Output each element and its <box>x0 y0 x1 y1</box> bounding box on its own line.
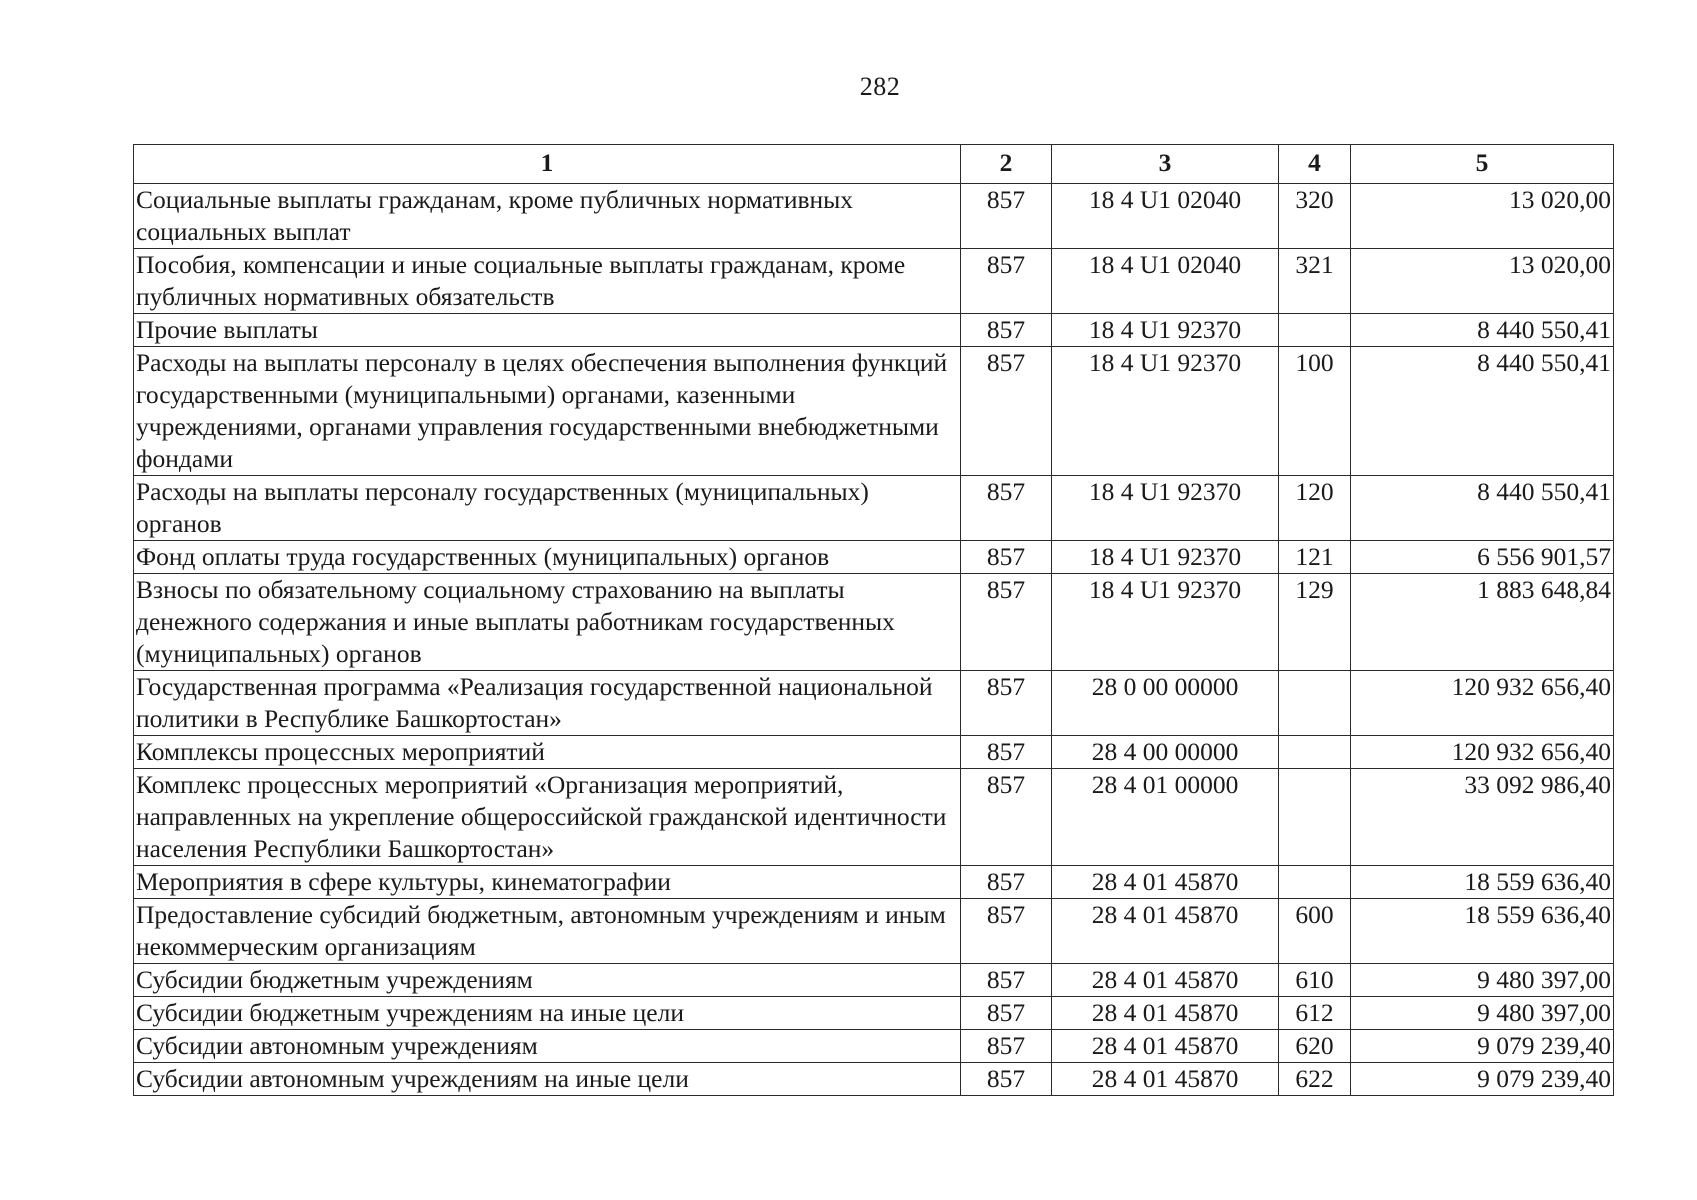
row-csr-cell: 28 4 00 00000 <box>1052 736 1279 769</box>
table-row <box>134 899 1614 964</box>
row-name-cell: Субсидии автономным учреждениям на иные цели <box>134 1063 961 1096</box>
column-header-csr: 3 <box>1052 145 1279 184</box>
row-sum-cell: 8 440 550,41 <box>1351 476 1614 541</box>
row-name-cell: Комплекс процессных мероприятий «Организация мероприятий, направленных на укрепление общероссийской гражданской идентичности населения Республики Башкортостан» <box>134 769 961 866</box>
row-csr-cell: 28 4 01 45870 <box>1052 899 1279 964</box>
row-code-cell: 857 <box>961 1063 1052 1096</box>
row-vr-cell <box>1279 866 1351 899</box>
table-row <box>134 997 1614 1030</box>
row-sum-cell: 120 932 656,40 <box>1351 736 1614 769</box>
row-vr-cell: 100 <box>1279 347 1351 476</box>
row-sum-cell: 6 556 901,57 <box>1351 541 1614 574</box>
table-body <box>134 184 1614 1096</box>
row-csr-cell: 18 4 U1 02040 <box>1052 184 1279 249</box>
table-row <box>134 184 1614 249</box>
row-name-cell: Государственная программа «Реализация государственной национальной политики в Республике Башкортостан» <box>134 671 961 736</box>
table-row <box>134 736 1614 769</box>
row-code-cell: 857 <box>961 671 1052 736</box>
row-vr-cell: 121 <box>1279 541 1351 574</box>
row-csr-cell: 18 4 U1 92370 <box>1052 476 1279 541</box>
table-row <box>134 1030 1614 1063</box>
table-row <box>134 671 1614 736</box>
row-name-cell: Мероприятия в сфере культуры, кинематографии <box>134 866 961 899</box>
row-vr-cell: 600 <box>1279 899 1351 964</box>
row-code-cell: 857 <box>961 541 1052 574</box>
row-code-cell: 857 <box>961 249 1052 314</box>
row-vr-cell <box>1279 671 1351 736</box>
row-code-cell: 857 <box>961 347 1052 476</box>
row-vr-cell <box>1279 736 1351 769</box>
row-csr-cell: 28 0 00 00000 <box>1052 671 1279 736</box>
table-row <box>134 1063 1614 1096</box>
row-name-cell: Субсидии бюджетным учреждениям <box>134 964 961 997</box>
column-header-sum: 5 <box>1351 145 1614 184</box>
row-vr-cell <box>1279 314 1351 347</box>
column-header-name: 1 <box>134 145 961 184</box>
page-number: 282 <box>859 72 901 101</box>
row-sum-cell: 1 883 648,84 <box>1351 574 1614 671</box>
row-csr-cell: 18 4 U1 92370 <box>1052 541 1279 574</box>
row-csr-cell: 28 4 01 45870 <box>1052 1030 1279 1063</box>
row-name-cell: Прочие выплаты <box>134 314 961 347</box>
row-vr-cell <box>1279 769 1351 866</box>
table-row <box>134 769 1614 866</box>
row-code-cell: 857 <box>961 184 1052 249</box>
row-csr-cell: 18 4 U1 02040 <box>1052 249 1279 314</box>
row-code-cell: 857 <box>961 899 1052 964</box>
row-sum-cell: 13 020,00 <box>1351 184 1614 249</box>
row-code-cell: 857 <box>961 736 1052 769</box>
row-code-cell: 857 <box>961 997 1052 1030</box>
table-row <box>134 314 1614 347</box>
row-sum-cell: 120 932 656,40 <box>1351 671 1614 736</box>
row-csr-cell: 28 4 01 45870 <box>1052 1063 1279 1096</box>
row-sum-cell: 9 079 239,40 <box>1351 1030 1614 1063</box>
column-header-code: 2 <box>961 145 1052 184</box>
row-csr-cell: 18 4 U1 92370 <box>1052 347 1279 476</box>
row-sum-cell: 9 480 397,00 <box>1351 964 1614 997</box>
row-name-cell: Расходы на выплаты персоналу государственных (муниципальных) органов <box>134 476 961 541</box>
table-row <box>134 866 1614 899</box>
row-sum-cell: 33 092 986,40 <box>1351 769 1614 866</box>
row-vr-cell: 610 <box>1279 964 1351 997</box>
row-name-cell: Субсидии автономным учреждениям <box>134 1030 961 1063</box>
table-row <box>134 541 1614 574</box>
row-vr-cell: 321 <box>1279 249 1351 314</box>
table-row <box>134 964 1614 997</box>
row-code-cell: 857 <box>961 574 1052 671</box>
table-row <box>134 249 1614 314</box>
row-sum-cell: 13 020,00 <box>1351 249 1614 314</box>
row-name-cell: Взносы по обязательному социальному страхованию на выплаты денежного содержания и иные выплаты работникам государственных (муниципальных) органов <box>134 574 961 671</box>
column-header-vr: 4 <box>1279 145 1351 184</box>
row-sum-cell: 9 079 239,40 <box>1351 1063 1614 1096</box>
row-name-cell: Социальные выплаты гражданам, кроме публичных нормативных социальных выплат <box>134 184 961 249</box>
row-csr-cell: 28 4 01 00000 <box>1052 769 1279 866</box>
row-code-cell: 857 <box>961 866 1052 899</box>
row-name-cell: Пособия, компенсации и иные социальные выплаты гражданам, кроме публичных нормативных обязательств <box>134 249 961 314</box>
row-name-cell: Фонд оплаты труда государственных (муниципальных) органов <box>134 541 961 574</box>
table-row <box>134 574 1614 671</box>
table-row <box>134 476 1614 541</box>
row-vr-cell: 612 <box>1279 997 1351 1030</box>
row-sum-cell: 18 559 636,40 <box>1351 866 1614 899</box>
table-row <box>134 347 1614 476</box>
row-csr-cell: 18 4 U1 92370 <box>1052 314 1279 347</box>
row-code-cell: 857 <box>961 314 1052 347</box>
row-vr-cell: 622 <box>1279 1063 1351 1096</box>
row-name-cell: Расходы на выплаты персоналу в целях обеспечения выполнения функций государственными (муниципальными) органами, казенными учреждениями, органами управления государственными внебюджетными фондами <box>134 347 961 476</box>
row-sum-cell: 18 559 636,40 <box>1351 899 1614 964</box>
row-vr-cell: 620 <box>1279 1030 1351 1063</box>
row-vr-cell: 129 <box>1279 574 1351 671</box>
row-name-cell: Предоставление субсидий бюджетным, автономным учреждениям и иным некоммерческим организациям <box>134 899 961 964</box>
row-code-cell: 857 <box>961 769 1052 866</box>
row-csr-cell: 28 4 01 45870 <box>1052 866 1279 899</box>
row-code-cell: 857 <box>961 964 1052 997</box>
row-vr-cell: 320 <box>1279 184 1351 249</box>
row-sum-cell: 8 440 550,41 <box>1351 347 1614 476</box>
table-header-row <box>134 145 1614 184</box>
row-csr-cell: 28 4 01 45870 <box>1052 964 1279 997</box>
row-csr-cell: 18 4 U1 92370 <box>1052 574 1279 671</box>
row-name-cell: Субсидии бюджетным учреждениям на иные цели <box>134 997 961 1030</box>
row-csr-cell: 28 4 01 45870 <box>1052 997 1279 1030</box>
row-code-cell: 857 <box>961 1030 1052 1063</box>
row-code-cell: 857 <box>961 476 1052 541</box>
row-vr-cell: 120 <box>1279 476 1351 541</box>
row-name-cell: Комплексы процессных мероприятий <box>134 736 961 769</box>
row-sum-cell: 9 480 397,00 <box>1351 997 1614 1030</box>
row-sum-cell: 8 440 550,41 <box>1351 314 1614 347</box>
budget-table <box>133 144 1614 1096</box>
